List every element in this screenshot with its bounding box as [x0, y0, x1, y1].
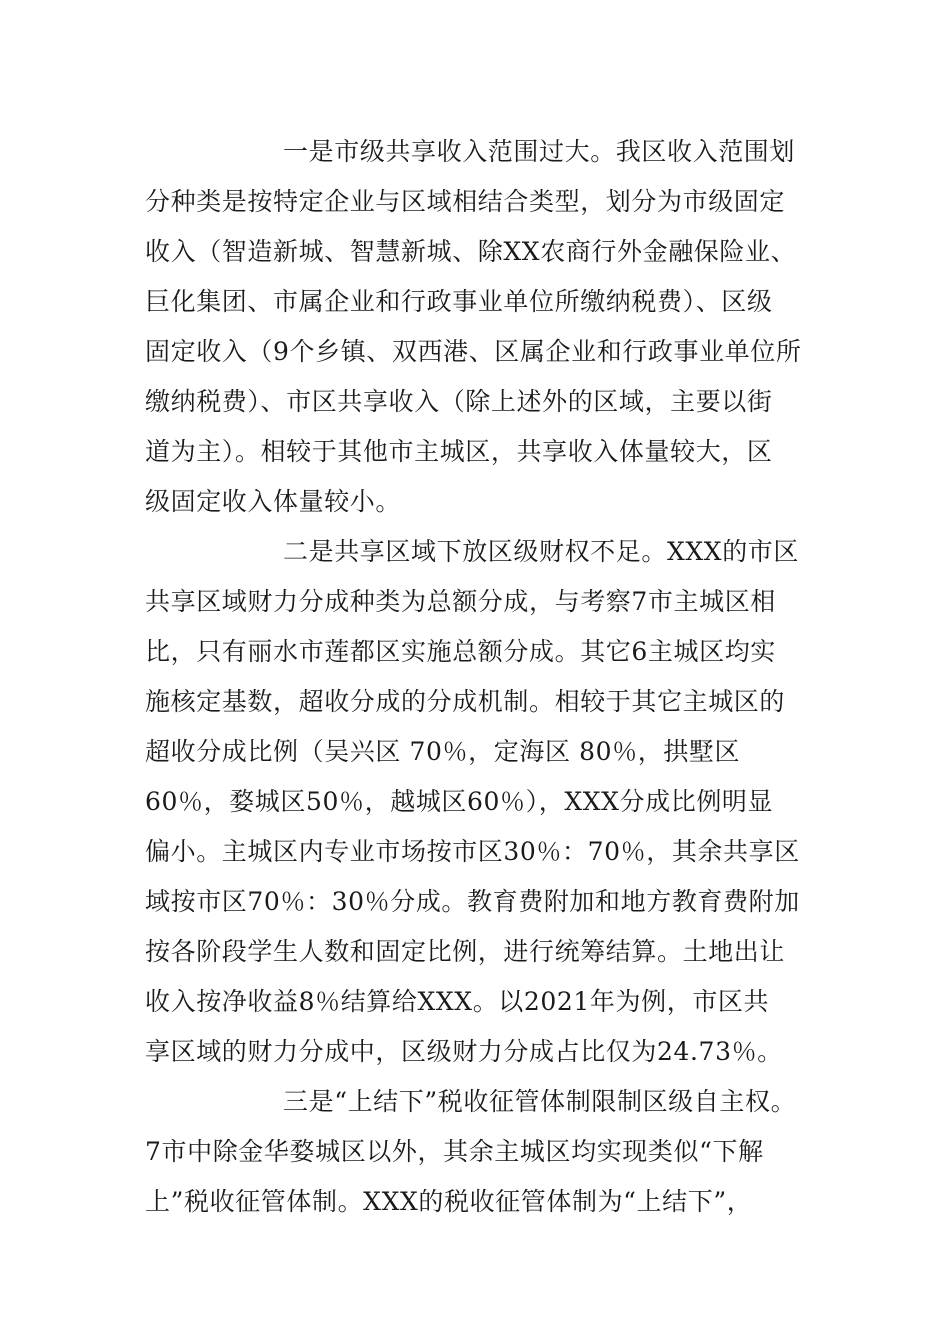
paragraph-2-line-2: 共享区域财力分成种类为总额分成，与考察7市主城区相 — [145, 587, 776, 616]
paragraph-1-line-2: 分种类是按特定企业与区域相结合类型，划分为市级固定 — [145, 187, 786, 216]
paragraph-1-line-1: 一是市级共享收入范围过大。我区收入范围划 — [283, 137, 796, 166]
paragraph-1-line-7: 道为主）。相较于其他市主城区，共享收入体量较大，区 — [145, 437, 773, 466]
paragraph-2-line-9: 按各阶段学生人数和固定比例，进行统筹结算。土地出让 — [145, 937, 786, 966]
paragraph-2-line-4: 施核定基数，超收分成的分成机制。相较于其它主城区的 — [145, 687, 786, 716]
paragraph-3-line-2: 7市中除金华婺城区以外，其余主城区均实现类似“下解 — [145, 1137, 764, 1166]
paragraph-1-line-5: 固定收入（9个乡镇、双西港、区属企业和行政事业单位所 — [145, 337, 802, 366]
paragraph-2-line-1: 二是共享区域下放区级财权不足。XXX的市区 — [283, 537, 799, 566]
paragraph-3-line-1: 三是“上结下”税收征管体制限制区级自主权。 — [283, 1087, 797, 1116]
paragraph-2-line-6: 60％，婺城区50％，越城区60％），XXX分成比例明显 — [145, 787, 774, 816]
paragraph-1-line-6: 缴纳税费）、市区共享收入（除上述外的区域，主要以街 — [145, 387, 773, 416]
paragraph-2-line-8: 域按市区70％：30％分成。教育费附加和地方教育费附加 — [145, 887, 800, 916]
paragraph-2-line-3: 比，只有丽水市莲都区实施总额分成。其它6主城区均实 — [145, 637, 776, 666]
paragraph-2-line-10: 收入按净收益8％结算给XXX。以2021年为例，市区共 — [145, 987, 770, 1016]
paragraph-1-line-3: 收入（智造新城、智慧新城、除XX农商行外金融保险业、 — [145, 237, 797, 266]
paragraph-2-line-11: 享区域的财力分成中，区级财力分成占比仅为24.73％。 — [145, 1037, 783, 1066]
paragraph-3-line-3: 上”税收征管体制。XXX的税收征管体制为“上结下”， — [145, 1187, 753, 1216]
paragraph-2-line-5: 超收分成比例（吴兴区 70％，定海区 80％，拱墅区 — [145, 737, 741, 766]
paragraph-1-line-8: 级固定收入体量较小。 — [145, 487, 402, 516]
paragraph-2-line-7: 偏小。主城区内专业市场按市区30％：70％，其余共享区 — [145, 837, 800, 866]
paragraph-1-line-4: 巨化集团、市属企业和行政事业单位所缴纳税费）、区级 — [145, 287, 773, 316]
